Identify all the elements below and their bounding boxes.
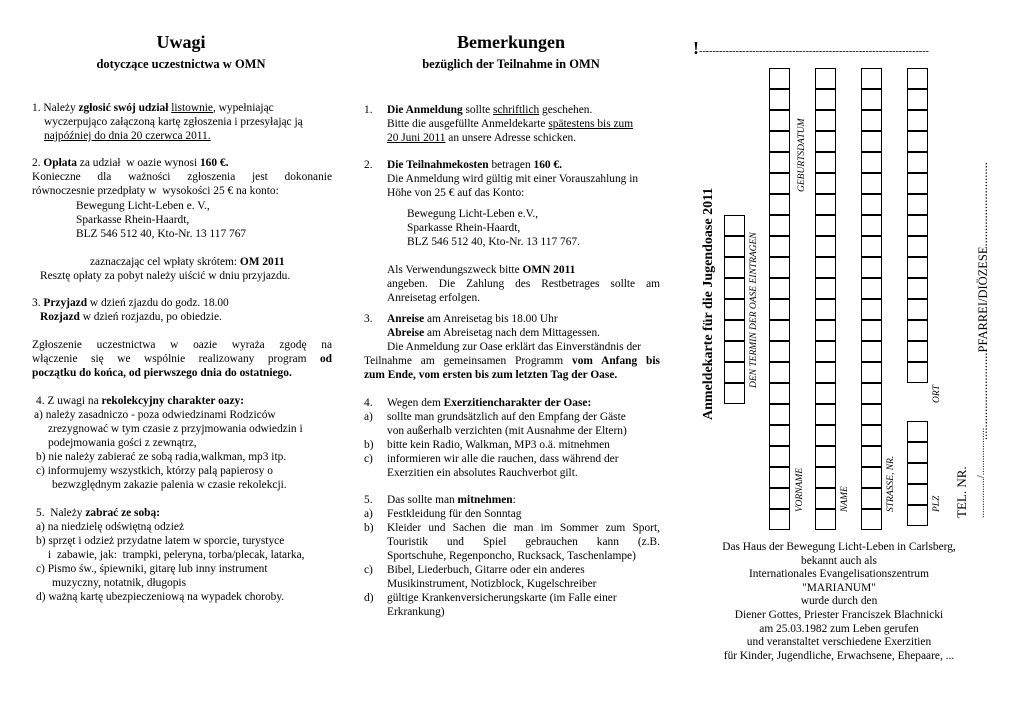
vorname-box[interactable] bbox=[769, 110, 790, 131]
pl-agreement: początku do końca, od pierwszego dnia do ostatniego. bbox=[32, 367, 292, 379]
pl-section-4-line: zrezygnować w tym czasie z przyjmowania odwiedzin i bbox=[48, 423, 303, 435]
ort-box[interactable] bbox=[907, 341, 928, 362]
pl-section-2: 2. Opłata za udział w oazie wynosi 160 €. bbox=[32, 157, 229, 169]
pl-bank-line: Bewegung Licht-Leben e. V., bbox=[76, 200, 210, 212]
de-number: 4. bbox=[364, 397, 373, 409]
de-purpose: Als Verwendungszweck bitte OMN 2011 bbox=[387, 264, 576, 276]
pl-section-4-line: bezwzględnym zakazie palenia w czasie rekolekcji. bbox=[52, 479, 287, 491]
pl-section-4-line: a) należy zasadniczo - poza odwiedzinami Rodziców bbox=[34, 409, 276, 421]
strasse-box[interactable] bbox=[861, 299, 882, 320]
pl-payment-note: zaznaczając cel wpłaty skrótem: OM 2011 bbox=[90, 256, 285, 268]
vorname-box[interactable] bbox=[769, 257, 790, 278]
strasse-label: STRASSE, NR. bbox=[886, 455, 896, 512]
strasse-box[interactable] bbox=[861, 152, 882, 173]
vorname-box[interactable] bbox=[769, 152, 790, 173]
name-box[interactable] bbox=[815, 215, 836, 236]
de-section-3: Anreise am Anreisetag bis 18.00 Uhr bbox=[387, 313, 558, 325]
strasse-box[interactable] bbox=[861, 446, 882, 467]
name-box[interactable] bbox=[815, 467, 836, 488]
name-box[interactable] bbox=[815, 341, 836, 362]
name-box[interactable] bbox=[815, 236, 836, 257]
termin-box[interactable] bbox=[724, 278, 745, 299]
cut-mark: ! bbox=[693, 38, 699, 58]
strasse-box[interactable] bbox=[861, 194, 882, 215]
polish-subtitle: dotyczące uczestnictwa w OMN bbox=[96, 57, 266, 71]
strasse-box[interactable] bbox=[861, 341, 882, 362]
strasse-box[interactable] bbox=[861, 467, 882, 488]
ort-box[interactable] bbox=[907, 362, 928, 383]
strasse-box[interactable] bbox=[861, 404, 882, 425]
ort-box[interactable] bbox=[907, 278, 928, 299]
name-box[interactable] bbox=[815, 320, 836, 341]
strasse-box[interactable] bbox=[861, 215, 882, 236]
plz-box[interactable] bbox=[907, 442, 928, 463]
termin-box[interactable] bbox=[724, 320, 745, 341]
strasse-box[interactable] bbox=[861, 236, 882, 257]
vorname-box[interactable] bbox=[769, 509, 790, 530]
termin-label: DEN TERMIN DER OASE EINTRAGEN bbox=[749, 232, 759, 388]
name-box[interactable] bbox=[815, 383, 836, 404]
strasse-box[interactable] bbox=[861, 383, 882, 404]
name-box[interactable] bbox=[815, 257, 836, 278]
name-box[interactable] bbox=[815, 509, 836, 530]
de-item-key: b) bbox=[364, 522, 374, 534]
pl-section-1: 1. Należy zgłosić swój udział listownie, wypełniając bbox=[32, 102, 274, 114]
tel-label: TEL. NR. bbox=[954, 466, 969, 518]
ort-box[interactable] bbox=[907, 110, 928, 131]
pl-section-3-line: Rozjazd w dzień rozjazdu, po obiedzie. bbox=[40, 311, 222, 323]
info-line: für Kinder, Jugendliche, Erwachsene, Ehepaare, ... bbox=[723, 649, 955, 662]
de-number: 3. bbox=[364, 313, 373, 325]
cut-dashes: --------------------------------------------------------------------- bbox=[699, 46, 929, 57]
german-subtitle: bezüglich der Teilnahme in OMN bbox=[422, 57, 600, 71]
name-box[interactable] bbox=[815, 488, 836, 509]
de-section-5-line: Touristik und Spiel gebrauchen kann (z.B. bbox=[387, 536, 660, 548]
termin-box[interactable] bbox=[724, 257, 745, 278]
termin-box[interactable] bbox=[724, 383, 745, 404]
ort-box[interactable] bbox=[907, 257, 928, 278]
de-number: 2. bbox=[364, 159, 373, 171]
de-section-4-line: bitte kein Radio, Walkman, MP3 o.ä. mitnehmen bbox=[387, 439, 610, 451]
pl-section-4-line: c) informujemy wszystkich, którzy palą papierosy o bbox=[36, 465, 273, 477]
ort-box[interactable] bbox=[907, 173, 928, 194]
vorname-box[interactable] bbox=[769, 362, 790, 383]
pl-section-5-line: i zabawie, jak: trampki, peleryna, torba/plecak, latarka, bbox=[48, 549, 305, 561]
de-section-4-line: sollte man grundsätzlich auf den Empfang der Gäste bbox=[387, 411, 626, 423]
name-box[interactable] bbox=[815, 404, 836, 425]
pl-section-3: 3. Przyjazd w dzień zjazdu do godz. 18.00 bbox=[32, 297, 229, 309]
vorname-box[interactable] bbox=[769, 320, 790, 341]
plz-box[interactable] bbox=[907, 505, 928, 526]
pl-section-2-line: równoczesnie przedpłaty w wysokości 25 € na konto: bbox=[32, 185, 279, 197]
de-section-3-line: Die Anmeldung zur Oase erklärt das Einverständnis der bbox=[387, 341, 641, 353]
name-box[interactable] bbox=[815, 278, 836, 299]
vorname-box[interactable] bbox=[769, 425, 790, 446]
de-item-key: d) bbox=[364, 592, 374, 604]
vorname-label: VORNAME bbox=[795, 467, 805, 512]
pl-bank-line: Sparkasse Rhein-Haardt, bbox=[76, 214, 190, 226]
german-title: Bemerkungen bbox=[457, 32, 565, 52]
cut-line bbox=[693, 38, 929, 59]
pl-section-4: 4. Z uwagi na rekolekcyjny charakter oazy: bbox=[36, 395, 245, 407]
ort-box[interactable] bbox=[907, 236, 928, 257]
info-line: Diener Gottes, Priester Franciszek Blachnicki bbox=[734, 608, 944, 621]
ort-box[interactable] bbox=[907, 68, 928, 89]
de-section-4-line: informieren wir alle die rauchen, dass während der bbox=[387, 453, 619, 465]
info-line: Das Haus der Bewegung Licht-Leben in Carlsberg, bbox=[722, 541, 956, 553]
info-line: wurde durch den bbox=[800, 595, 878, 608]
de-section-4-line: von außerhalb verzichten (mit Ausnahme der Eltern) bbox=[387, 425, 627, 437]
pl-section-5-line: c) Pismo św., śpiewniki, gitarę lub inny instrument bbox=[36, 563, 268, 575]
plz-label: PLZ bbox=[932, 495, 942, 512]
name-box[interactable] bbox=[815, 425, 836, 446]
de-section-5-line: Festkleidung für den Sonntag bbox=[387, 508, 522, 520]
plz-box[interactable] bbox=[907, 463, 928, 484]
de-item-key: c) bbox=[364, 564, 373, 576]
de-item-key: a) bbox=[364, 508, 373, 520]
strasse-box[interactable] bbox=[861, 131, 882, 152]
ort-box[interactable] bbox=[907, 299, 928, 320]
pl-section-5-line: muzyczny, notatnik, długopis bbox=[52, 577, 187, 589]
de-number: 5. bbox=[364, 494, 373, 506]
pl-section-4-line: b) nie należy zabierać ze sobą radia,walkman, mp3 itp. bbox=[36, 451, 287, 463]
de-section-5-line: Sportschuhe, Regenponcho, Rucksack, Taschenlampe) bbox=[387, 550, 636, 562]
termin-box[interactable] bbox=[724, 362, 745, 383]
de-section-5: Das sollte man mitnehmen: bbox=[387, 494, 516, 506]
de-section-5-line: Kleider und Sachen die man im Sommer zum Sport, bbox=[387, 522, 660, 534]
de-section-4-line: Exerzitien ein absolutes Rauchverbot gilt. bbox=[387, 467, 578, 479]
vorname-box[interactable] bbox=[769, 341, 790, 362]
strasse-box[interactable] bbox=[861, 320, 882, 341]
info-line: "MARIANUM" bbox=[802, 581, 876, 594]
pl-section-4-line: podejmowania gości z zewnątrz, bbox=[48, 437, 197, 449]
vorname-box[interactable] bbox=[769, 131, 790, 152]
plz-box[interactable] bbox=[907, 484, 928, 505]
de-purpose-line: Anreisetag erfolgen. bbox=[387, 292, 480, 304]
strasse-box[interactable] bbox=[861, 425, 882, 446]
ort-box[interactable] bbox=[907, 152, 928, 173]
name-box[interactable] bbox=[815, 173, 836, 194]
vorname-box[interactable] bbox=[769, 278, 790, 299]
de-section-2-line: Die Anmeldung wird gültig mit einer Vorauszahlung in bbox=[387, 173, 639, 185]
pl-agreement: włączenie się we wspólnie realizowany program od bbox=[32, 353, 332, 365]
strasse-box[interactable] bbox=[861, 257, 882, 278]
vorname-box[interactable] bbox=[769, 68, 790, 89]
pl-section-1-line: wyczerpująco załączoną kartę zgłoszenia i przesyłając ją bbox=[44, 116, 303, 128]
de-number: 1. bbox=[364, 104, 373, 116]
strasse-box[interactable] bbox=[861, 509, 882, 530]
pfarrei-field[interactable]: ............................PFARREI/DIÖZESE........................... bbox=[976, 162, 990, 440]
pl-section-2-line: Konieczne dla ważności zgłoszenia jest dokonanie bbox=[32, 171, 332, 183]
strasse-box[interactable] bbox=[861, 89, 882, 110]
pl-section-5: 5. Należy zabrać ze sobą: bbox=[36, 507, 160, 519]
de-section-1-line: 20 Juni 2011 an unsere Adresse schicken. bbox=[387, 132, 577, 144]
name-box[interactable] bbox=[815, 131, 836, 152]
de-section-5-line: Bibel, Liederbuch, Gitarre oder ein anderes bbox=[387, 564, 585, 576]
info-line: Internationales Evangelisationszentrum bbox=[749, 568, 929, 581]
de-item-key: c) bbox=[364, 453, 373, 465]
marianum-info bbox=[690, 541, 988, 663]
strasse-box[interactable] bbox=[861, 173, 882, 194]
de-section-2: Die Teilnahmekosten betragen 160 €. bbox=[387, 159, 562, 171]
info-line: am 25.03.1982 zum Leben gerufen bbox=[759, 622, 919, 635]
de-bank-line: Bewegung Licht-Leben e.V., bbox=[407, 208, 539, 220]
de-item-key: a) bbox=[364, 411, 373, 423]
pl-rest-payment: Resztę opłaty za pobyt należy uiścić w dniu przyjazdu. bbox=[40, 270, 291, 282]
de-item-key: b) bbox=[364, 439, 374, 451]
de-section-2-line: Höhe von 25 € auf das Konto: bbox=[387, 187, 525, 199]
vorname-box[interactable] bbox=[769, 173, 790, 194]
geburtsdatum-label: GEBURTSDATUM bbox=[797, 118, 807, 192]
vorname-box[interactable] bbox=[769, 89, 790, 110]
de-section-1-line: Bitte die ausgefüllte Anmeldekarte spätestens bis zum bbox=[387, 118, 634, 130]
vorname-box[interactable] bbox=[769, 404, 790, 425]
de-purpose-line: angeben. Die Zahlung des Restbetrages sollte am bbox=[387, 278, 660, 290]
de-section-4: Wegen dem Exerzitiencharakter der Oase: bbox=[387, 397, 592, 409]
termin-box[interactable] bbox=[724, 341, 745, 362]
tel-field[interactable]: ................/................... bbox=[976, 427, 987, 518]
pl-section-1-deadline: najpóźniej do dnia 20 czerwca 2011. bbox=[44, 130, 211, 142]
de-section-3-line: zum Ende, vom ersten bis zum letzten Tag der Oase. bbox=[364, 369, 618, 381]
name-box[interactable] bbox=[815, 68, 836, 89]
ort-box[interactable] bbox=[907, 320, 928, 341]
termin-box[interactable] bbox=[724, 236, 745, 257]
ort-box[interactable] bbox=[907, 194, 928, 215]
termin-box[interactable] bbox=[724, 215, 745, 236]
name-box[interactable] bbox=[815, 446, 836, 467]
strasse-box[interactable] bbox=[861, 278, 882, 299]
name-box[interactable] bbox=[815, 194, 836, 215]
vorname-box[interactable] bbox=[769, 194, 790, 215]
de-section-3-line: Abreise am Abreisetag nach dem Mittagessen. bbox=[387, 327, 600, 339]
pl-agreement: Zgłoszenie uczestnictwa w oazie wyraża zgodę na bbox=[32, 339, 332, 351]
vorname-box[interactable] bbox=[769, 446, 790, 467]
ort-box[interactable] bbox=[907, 215, 928, 236]
de-section-5-line: gültige Krankenversicherungskarte (im Falle einer bbox=[387, 592, 617, 604]
de-bank-line: BLZ 546 512 40, Kto-Nr. 13 117 767. bbox=[407, 236, 580, 248]
vorname-box[interactable] bbox=[769, 299, 790, 320]
vorname-box[interactable] bbox=[769, 383, 790, 404]
name-box[interactable] bbox=[815, 152, 836, 173]
strasse-box[interactable] bbox=[861, 362, 882, 383]
info-line: bekannt auch als bbox=[801, 554, 877, 567]
ort-box[interactable] bbox=[907, 89, 928, 110]
pl-bank-line: BLZ 546 512 40, Kto-Nr. 13 117 767 bbox=[76, 228, 247, 240]
name-label: NAME bbox=[840, 486, 850, 512]
de-section-1: Die Anmeldung sollte schriftlich geschehen. bbox=[387, 104, 593, 116]
name-box[interactable] bbox=[815, 299, 836, 320]
ort-label: ORT bbox=[932, 385, 942, 403]
vorname-box[interactable] bbox=[769, 488, 790, 509]
strasse-box[interactable] bbox=[861, 110, 882, 131]
de-bank-line: Sparkasse Rhein-Haardt, bbox=[407, 222, 521, 234]
de-section-3-line: Teilnahme am gemeinsamen Programm vom Anfang bis bbox=[364, 355, 660, 367]
name-box[interactable] bbox=[815, 110, 836, 131]
de-section-5-line: Erkrankung) bbox=[387, 606, 445, 618]
vorname-box[interactable] bbox=[769, 215, 790, 236]
vorname-box[interactable] bbox=[769, 467, 790, 488]
name-box[interactable] bbox=[815, 362, 836, 383]
card-title: Anmeldekarte für die Jugendoase 2011 bbox=[701, 187, 716, 420]
de-section-5-line: Musikinstrument, Notizblock, Kugelschreiber bbox=[387, 578, 597, 590]
plz-box[interactable] bbox=[907, 421, 928, 442]
polish-title: Uwagi bbox=[156, 32, 206, 52]
name-box[interactable] bbox=[815, 89, 836, 110]
strasse-box[interactable] bbox=[861, 488, 882, 509]
pl-section-5-line: b) sprzęt i odzież przydatne latem w sporcie, turystyce bbox=[36, 535, 285, 547]
vorname-box[interactable] bbox=[769, 236, 790, 257]
termin-box[interactable] bbox=[724, 299, 745, 320]
pl-section-5-line: d) ważną kartę ubezpieczeniową na wypadek choroby. bbox=[36, 591, 285, 603]
strasse-box[interactable] bbox=[861, 68, 882, 89]
info-line: und veranstaltet verschiedene Exerzitien bbox=[746, 636, 932, 649]
ort-box[interactable] bbox=[907, 131, 928, 152]
pl-section-5-line: a) na niedzielę odświętną odzież bbox=[36, 521, 185, 533]
